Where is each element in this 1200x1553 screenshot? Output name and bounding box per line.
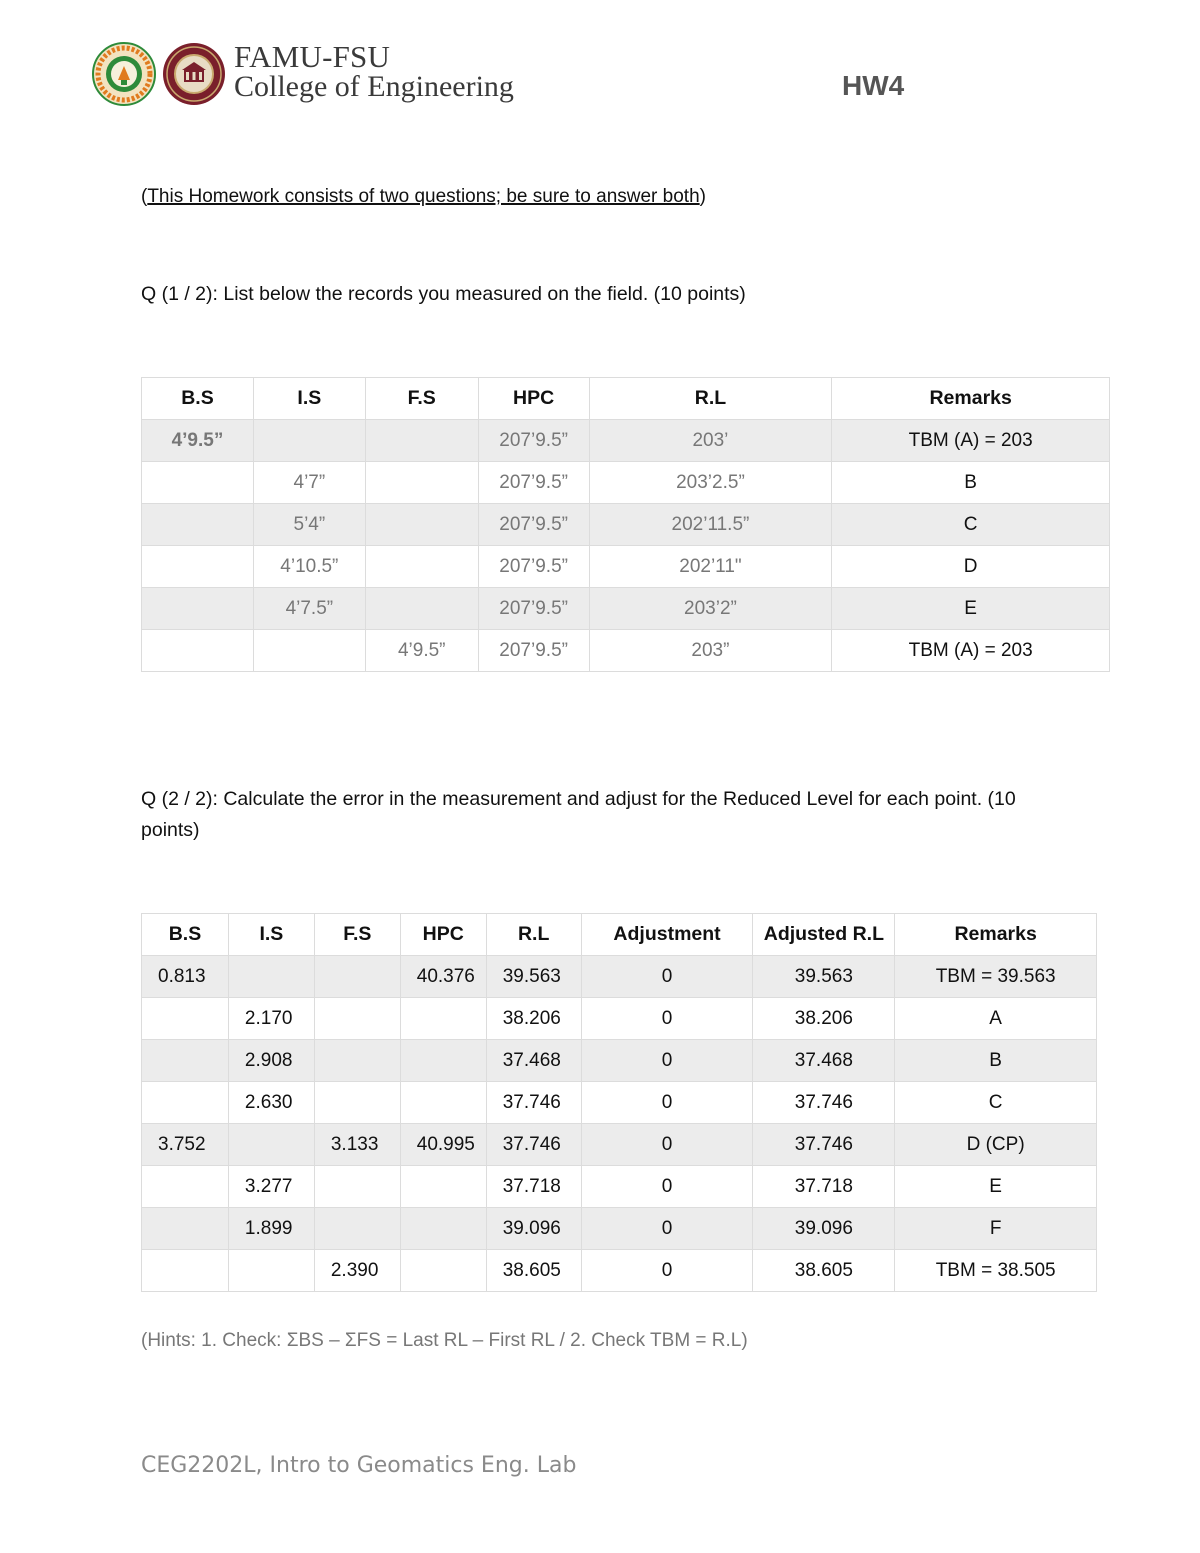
table-header-row: [142, 378, 1110, 420]
college-wordmark: [234, 39, 514, 103]
intro-note: [141, 186, 706, 208]
table-cell: TBM (A) = 203: [832, 630, 1110, 672]
table-row: [142, 588, 1110, 630]
column-header: Remarks: [832, 378, 1110, 420]
table-cell: [142, 588, 254, 630]
table-cell: 39.096: [486, 1208, 581, 1250]
table-cell: [142, 504, 254, 546]
table-cell: 203”: [589, 630, 832, 672]
table-cell: [314, 1082, 400, 1124]
table-row: [142, 998, 1097, 1040]
column-header: R.L: [486, 914, 581, 956]
table-cell: 207’9.5”: [478, 546, 589, 588]
question-2-text: Q (2 / 2): Calculate the error in the measurement and adjust for the Reduced Level for each point. (10 points): [141, 788, 1016, 841]
table-cell: 203’2”: [589, 588, 832, 630]
table-row: [142, 504, 1110, 546]
table-cell: 3.133: [314, 1124, 400, 1166]
table-cell: 38.605: [486, 1250, 581, 1292]
table-cell: 0: [581, 1166, 753, 1208]
table-row: [142, 1082, 1097, 1124]
table-row: [142, 1208, 1097, 1250]
hint-text: (Hints: 1. Check: ΣBS – ΣFS = Last RL – First RL / 2. Check TBM = R.L): [141, 1330, 748, 1351]
table-cell: [400, 1208, 486, 1250]
page-header: [92, 40, 922, 112]
table-cell: [142, 462, 254, 504]
table-row: [142, 1250, 1097, 1292]
table-cell: [228, 1124, 314, 1166]
table-cell: [400, 1040, 486, 1082]
table-cell: 0: [581, 1040, 753, 1082]
table-cell: 0: [581, 1208, 753, 1250]
table-cell: [142, 998, 229, 1040]
table-cell: [142, 546, 254, 588]
brand-line-1: FAMU-FSU: [234, 39, 391, 74]
table-cell: D: [832, 546, 1110, 588]
table-cell: 0: [581, 998, 753, 1040]
homework-label: HW4: [842, 70, 905, 101]
table-body: [142, 956, 1097, 1292]
column-header: Remarks: [895, 914, 1097, 956]
table-cell: [314, 956, 400, 998]
table-cell: E: [895, 1166, 1097, 1208]
adjusted-levels-table: [141, 913, 1097, 1292]
table-cell: 37.468: [753, 1040, 895, 1082]
table-cell: [253, 420, 365, 462]
table-cell: 207’9.5”: [478, 630, 589, 672]
table-cell: 39.096: [753, 1208, 895, 1250]
column-header: B.S: [142, 378, 254, 420]
table-cell: [142, 1082, 229, 1124]
table-cell: 207’9.5”: [478, 504, 589, 546]
table-cell: [142, 1040, 229, 1082]
note-open-paren: (: [141, 186, 148, 207]
table-cell: [365, 462, 478, 504]
column-header: Adjusted R.L: [753, 914, 895, 956]
table-row: [142, 1166, 1097, 1208]
table-cell: [314, 1040, 400, 1082]
note-close-paren: ): [699, 186, 706, 207]
table-row: [142, 420, 1110, 462]
table-row: [142, 956, 1097, 998]
table-cell: 0.813: [142, 956, 229, 998]
field-records-table: [141, 377, 1110, 672]
table-cell: 0: [581, 1124, 753, 1166]
table-cell: 4’9.5”: [365, 630, 478, 672]
table-cell: 202’11": [589, 546, 832, 588]
table-cell: [314, 1166, 400, 1208]
table-cell: 203’: [589, 420, 832, 462]
table-header-row: [142, 914, 1097, 956]
table-cell: 2.908: [228, 1040, 314, 1082]
table-cell: F: [895, 1208, 1097, 1250]
table-cell: 4’10.5”: [253, 546, 365, 588]
table-cell: 38.206: [486, 998, 581, 1040]
table-cell: 40.995: [400, 1124, 486, 1166]
table-cell: TBM = 38.505: [895, 1250, 1097, 1292]
column-header: I.S: [228, 914, 314, 956]
table-cell: A: [895, 998, 1097, 1040]
note-underlined-text: This Homework consists of two questions; be sure to answer both: [147, 186, 700, 207]
table-cell: C: [832, 504, 1110, 546]
table-cell: 37.746: [486, 1082, 581, 1124]
table-cell: TBM = 39.563: [895, 956, 1097, 998]
table-cell: 37.468: [486, 1040, 581, 1082]
table-cell: 0: [581, 1250, 753, 1292]
brand-line-2: College of Engineering: [234, 70, 514, 103]
table-cell: 4’9.5”: [142, 420, 254, 462]
column-header: F.S: [365, 378, 478, 420]
table-body: [142, 420, 1110, 672]
table-cell: 1.899: [228, 1208, 314, 1250]
page-footer: CEG2202L, Intro to Geomatics Eng. Lab: [141, 1453, 577, 1478]
table-cell: [400, 1166, 486, 1208]
table-cell: [400, 1250, 486, 1292]
table-cell: 39.563: [753, 956, 895, 998]
table-cell: [253, 630, 365, 672]
table-cell: 37.746: [486, 1124, 581, 1166]
table-cell: 38.605: [753, 1250, 895, 1292]
table-cell: [400, 1082, 486, 1124]
table-cell: TBM (A) = 203: [832, 420, 1110, 462]
table-cell: [228, 1250, 314, 1292]
column-header: F.S: [314, 914, 400, 956]
table-cell: [142, 1208, 229, 1250]
table-cell: 4’7”: [253, 462, 365, 504]
question-1-text: Q (1 / 2): List below the records you measured on the field. (10 points): [141, 283, 746, 305]
table-cell: 5’4”: [253, 504, 365, 546]
table-row: [142, 546, 1110, 588]
table-cell: 207’9.5”: [478, 462, 589, 504]
table-cell: 37.718: [486, 1166, 581, 1208]
table-cell: 3.752: [142, 1124, 229, 1166]
table-cell: [365, 504, 478, 546]
column-header: R.L: [589, 378, 832, 420]
column-header: I.S: [253, 378, 365, 420]
fsu-seal-logo: [162, 42, 226, 106]
table-cell: 37.718: [753, 1166, 895, 1208]
table-cell: 39.563: [486, 956, 581, 998]
table-cell: [228, 956, 314, 998]
column-header: Adjustment: [581, 914, 753, 956]
table-cell: 0: [581, 956, 753, 998]
table-cell: [142, 1166, 229, 1208]
table-cell: 37.746: [753, 1124, 895, 1166]
table-cell: 4’7.5”: [253, 588, 365, 630]
table-cell: E: [832, 588, 1110, 630]
column-header: B.S: [142, 914, 229, 956]
table-cell: [142, 630, 254, 672]
table-cell: [365, 588, 478, 630]
table-row: [142, 462, 1110, 504]
table-cell: C: [895, 1082, 1097, 1124]
table-cell: [142, 1250, 229, 1292]
famu-seal-logo: [92, 42, 156, 106]
table-cell: [314, 998, 400, 1040]
table-cell: 207’9.5”: [478, 420, 589, 462]
table-cell: 40.376: [400, 956, 486, 998]
table-cell: 2.390: [314, 1250, 400, 1292]
table-cell: 0: [581, 1082, 753, 1124]
table-cell: 207’9.5”: [478, 588, 589, 630]
table-cell: 202’11.5”: [589, 504, 832, 546]
table-cell: D (CP): [895, 1124, 1097, 1166]
table-cell: B: [895, 1040, 1097, 1082]
table-cell: B: [832, 462, 1110, 504]
table-row: [142, 1124, 1097, 1166]
table-cell: [365, 546, 478, 588]
table-cell: 3.277: [228, 1166, 314, 1208]
table-cell: 37.746: [753, 1082, 895, 1124]
table-cell: [365, 420, 478, 462]
table-row: [142, 1040, 1097, 1082]
table-cell: 203’2.5”: [589, 462, 832, 504]
table-cell: 2.170: [228, 998, 314, 1040]
table-row: [142, 630, 1110, 672]
column-header: HPC: [400, 914, 486, 956]
column-header: HPC: [478, 378, 589, 420]
table-cell: [314, 1208, 400, 1250]
table-cell: 2.630: [228, 1082, 314, 1124]
table-cell: 38.206: [753, 998, 895, 1040]
table-cell: [400, 998, 486, 1040]
